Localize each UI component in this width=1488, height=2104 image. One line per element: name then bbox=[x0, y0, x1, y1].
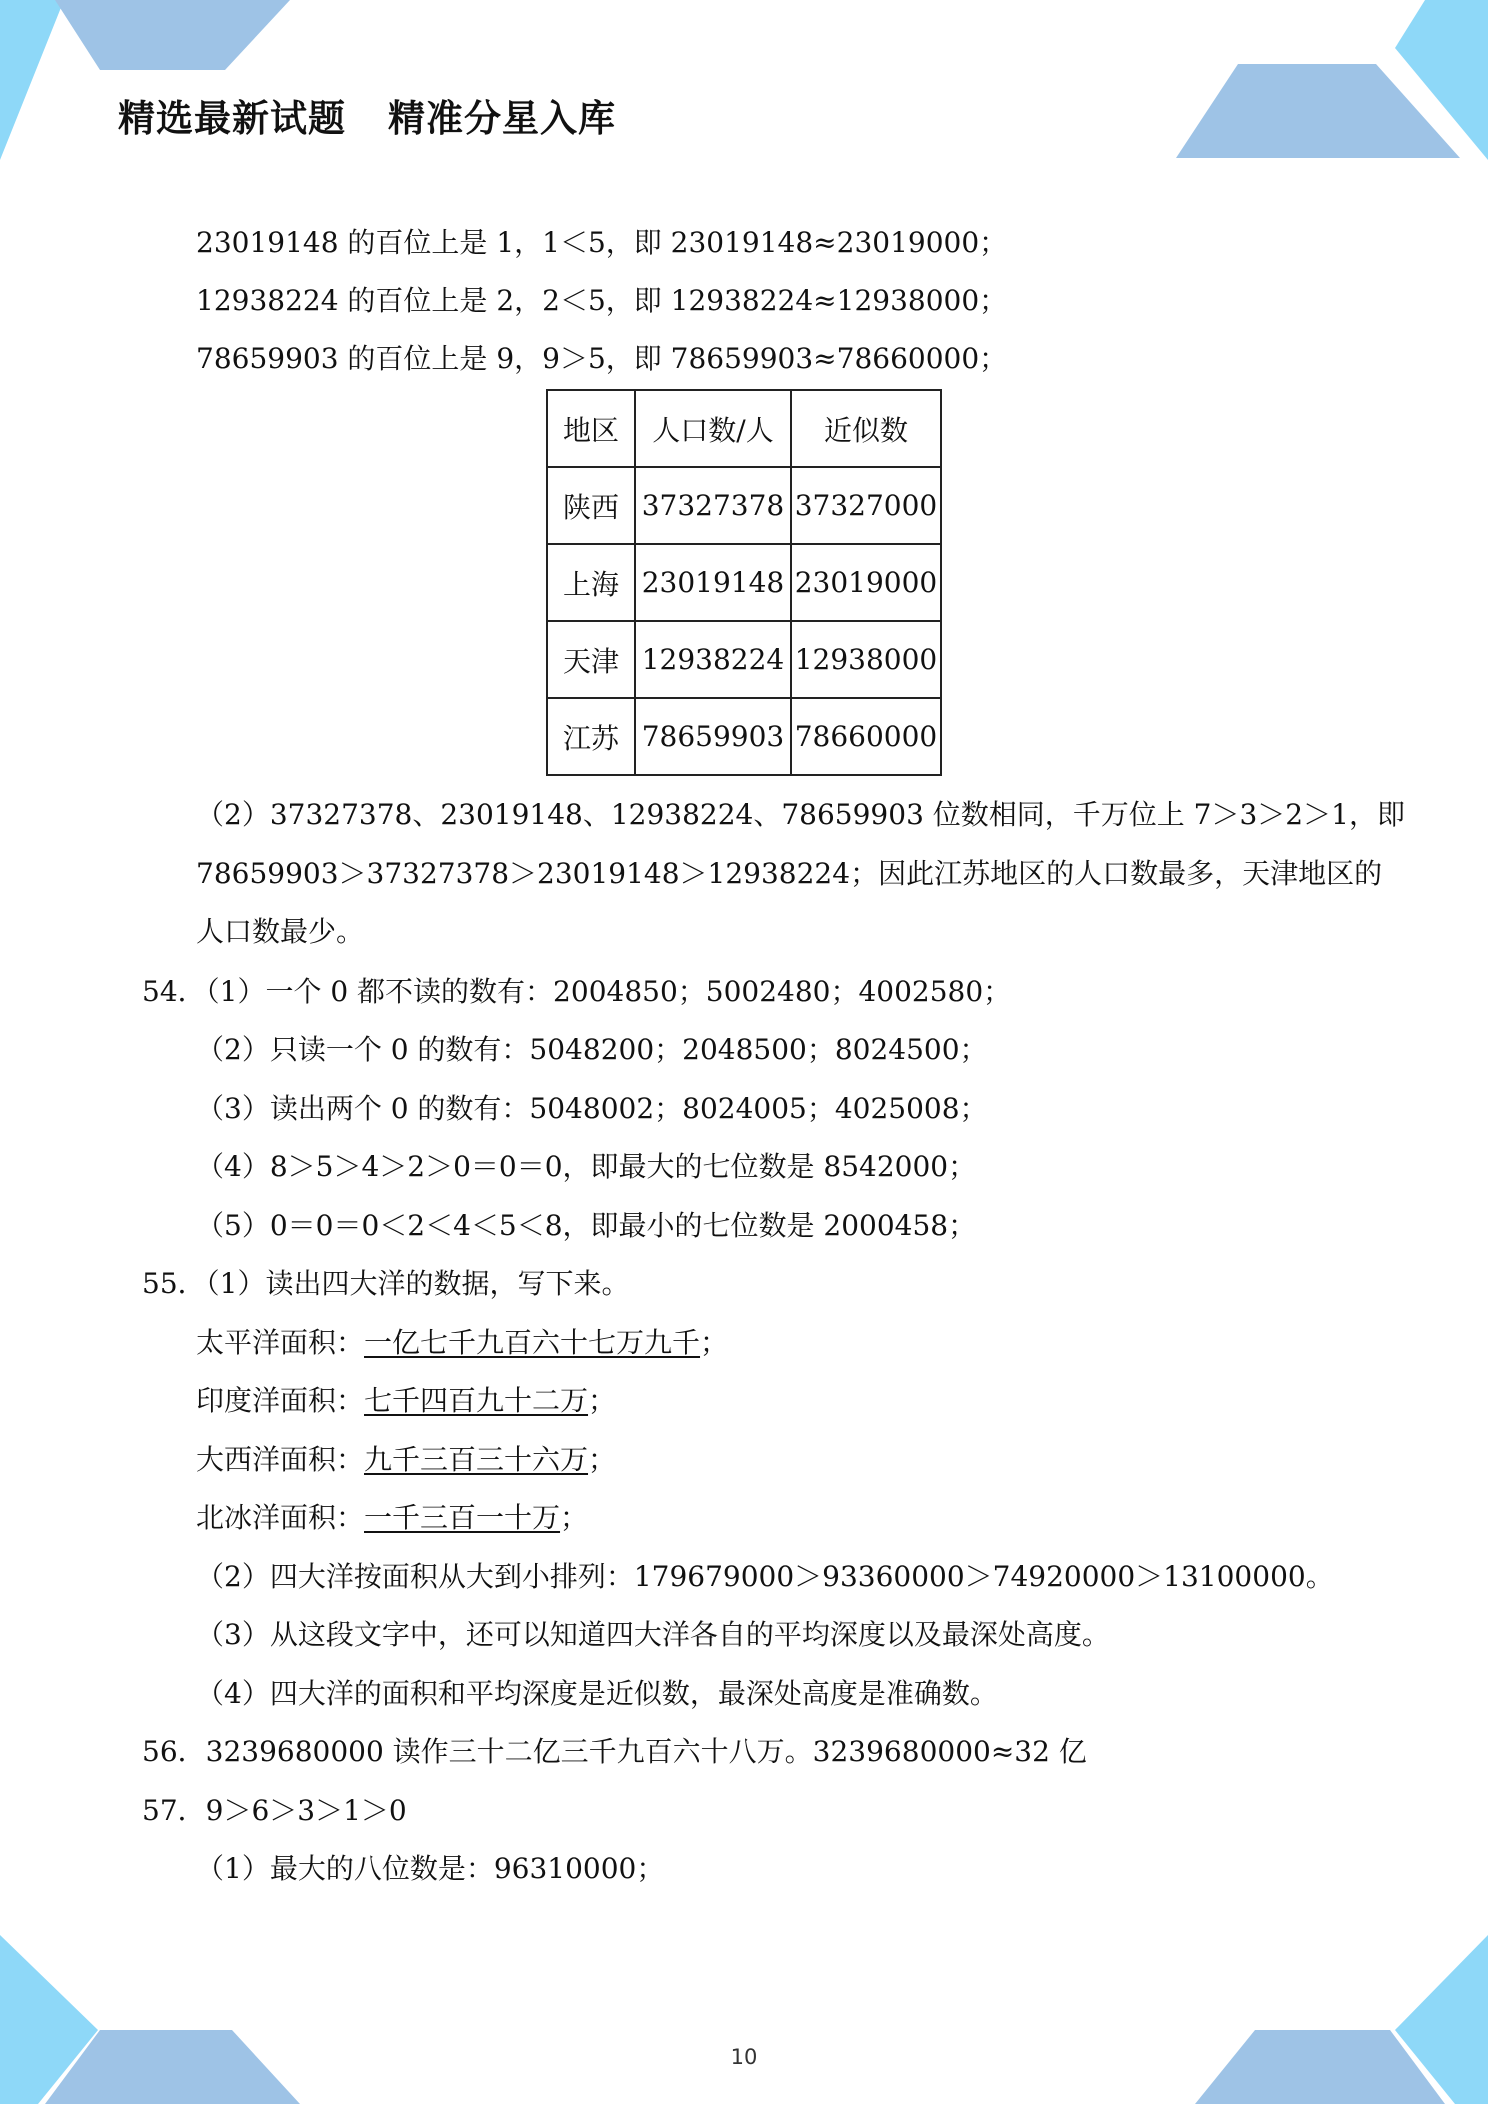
table-cell: 天津 bbox=[547, 621, 635, 698]
table-cell: 12938224 bbox=[635, 621, 791, 698]
ocean-label: 北冰洋面积： bbox=[196, 1501, 365, 1534]
ocean-area-line bbox=[196, 1500, 588, 1536]
table-cell: 23019000 bbox=[791, 544, 941, 621]
table-cell: 陕西 bbox=[547, 467, 635, 544]
table-cell: 上海 bbox=[547, 544, 635, 621]
ocean-end: ； bbox=[588, 1443, 617, 1476]
text-line: 78659903 的百位上是 9，9＞5，即 78659903≈78660000； bbox=[196, 342, 1008, 375]
text-line: 人口数最少。 bbox=[196, 915, 365, 948]
ocean-end: ； bbox=[560, 1501, 589, 1534]
table-cell: 12938000 bbox=[791, 621, 941, 698]
table-cell: 78659903 bbox=[635, 698, 791, 775]
table-cell: 78660000 bbox=[791, 698, 941, 775]
header-title-right: 精准分星入库 bbox=[388, 97, 616, 140]
table-header-row bbox=[547, 390, 941, 467]
question-57-line: 57．9＞6＞3＞1＞0 bbox=[142, 1794, 407, 1827]
text-line: （2）37327378、23019148、12938224、78659903 位数相同，千万位上 7＞3＞2＞1，即 bbox=[196, 798, 1405, 831]
ocean-area-line bbox=[196, 1442, 616, 1478]
ocean-value-underlined: 九千三百三十六万 bbox=[364, 1443, 589, 1476]
question-55-line: （2）四大洋按面积从大到小排列：179679000＞93360000＞74920000＞13100000。 bbox=[196, 1560, 1334, 1593]
question-55-line: （3）从这段文字中，还可以知道四大洋各自的平均深度以及最深处高度。 bbox=[196, 1618, 1110, 1651]
deco-top-left-triangle bbox=[0, 0, 64, 160]
ocean-area-line bbox=[196, 1383, 616, 1419]
deco-top-left-trapezoid bbox=[55, 0, 290, 70]
table-cell: 23019148 bbox=[635, 544, 791, 621]
text-line: 12938224 的百位上是 2，2＜5，即 12938224≈12938000； bbox=[196, 284, 1008, 317]
question-54-line: （2）只读一个 0 的数有：5048200；2048500；8024500； bbox=[196, 1033, 988, 1066]
table-row bbox=[547, 698, 941, 775]
text-line: 23019148 的百位上是 1，1＜5，即 23019148≈23019000； bbox=[196, 226, 1008, 259]
table-header-cell: 近似数 bbox=[791, 390, 941, 467]
question-54-line: （3）读出两个 0 的数有：5048002；8024005；4025008； bbox=[196, 1092, 988, 1125]
header-title bbox=[118, 88, 616, 142]
ocean-label: 太平洋面积： bbox=[196, 1326, 365, 1359]
table-header-cell: 地区 bbox=[547, 390, 635, 467]
question-57-line: （1）最大的八位数是：96310000； bbox=[196, 1852, 665, 1885]
text-line: 78659903＞37327378＞23019148＞12938224；因此江苏地区的人口数最多，天津地区的 bbox=[196, 857, 1383, 890]
ocean-label: 印度洋面积： bbox=[196, 1384, 365, 1417]
population-table bbox=[546, 389, 942, 776]
question-55-line: （4）四大洋的面积和平均深度是近似数，最深处高度是准确数。 bbox=[196, 1677, 998, 1710]
ocean-label: 大西洋面积： bbox=[196, 1443, 365, 1476]
ocean-end: ； bbox=[700, 1326, 729, 1359]
question-54-line: 54．（1）一个 0 都不读的数有：2004850；5002480；4002580； bbox=[142, 975, 1012, 1008]
question-56-line: 56．3239680000 读作三十二亿三千九百六十八万。3239680000≈32 亿 bbox=[142, 1735, 1087, 1768]
table-row bbox=[547, 544, 941, 621]
question-55-intro: 55．（1）读出四大洋的数据，写下来。 bbox=[142, 1267, 630, 1300]
page-number: 10 bbox=[730, 2045, 758, 2069]
table-cell: 37327378 bbox=[635, 467, 791, 544]
question-54-line: （5）0＝0＝0＜2＜4＜5＜8，即最小的七位数是 2000458； bbox=[196, 1209, 977, 1242]
ocean-value-underlined: 七千四百九十二万 bbox=[364, 1384, 589, 1417]
table-header-cell: 人口数/人 bbox=[635, 390, 791, 467]
ocean-end: ； bbox=[588, 1384, 617, 1417]
table-row bbox=[547, 467, 941, 544]
ocean-value-underlined: 一亿七千九百六十七万九千 bbox=[364, 1326, 701, 1359]
ocean-value-underlined: 一千三百一十万 bbox=[364, 1501, 561, 1534]
ocean-area-line bbox=[196, 1325, 728, 1361]
header-title-left: 精选最新试题 bbox=[118, 97, 346, 140]
deco-top-right-trapezoid bbox=[1176, 64, 1460, 158]
question-54-line: （4）8＞5＞4＞2＞0＝0＝0，即最大的七位数是 8542000； bbox=[196, 1150, 977, 1183]
table-row bbox=[547, 621, 941, 698]
table-cell: 37327000 bbox=[791, 467, 941, 544]
table-cell: 江苏 bbox=[547, 698, 635, 775]
